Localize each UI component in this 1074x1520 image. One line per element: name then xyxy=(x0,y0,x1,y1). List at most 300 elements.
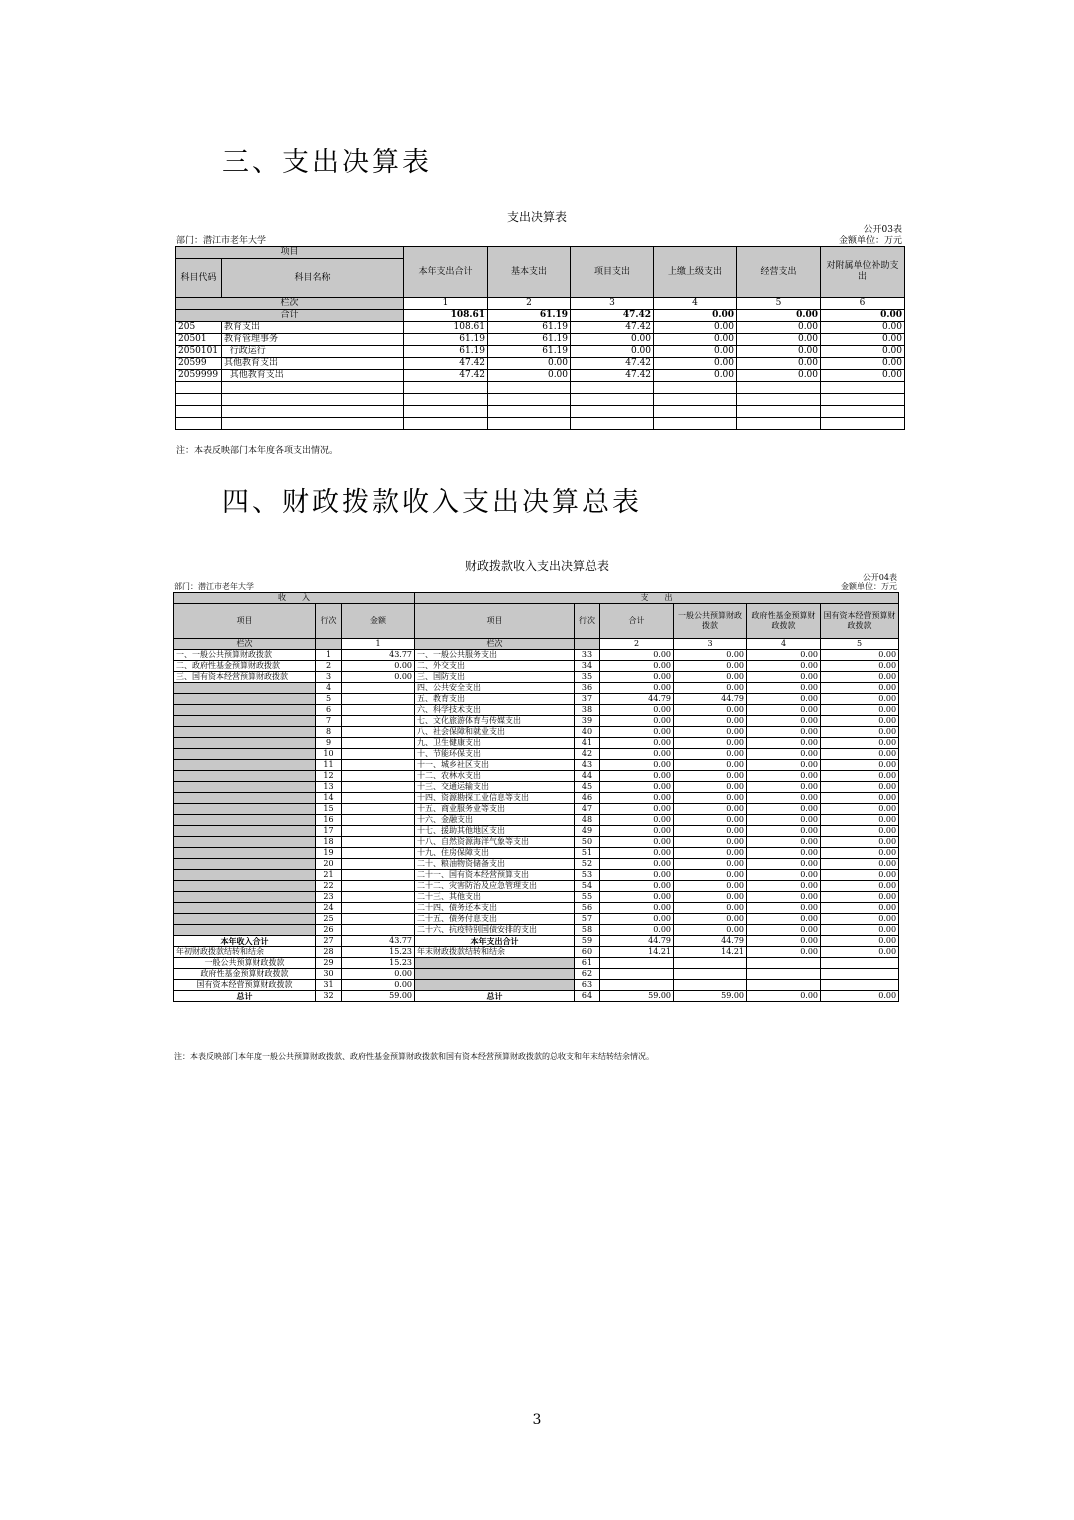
table-row xyxy=(176,322,905,334)
expense-value: 0.00 xyxy=(747,705,821,716)
subject-name: 其他教育支出 xyxy=(222,370,404,382)
expense-value: 0.00 xyxy=(674,881,747,892)
empty-cell xyxy=(415,958,575,969)
section-heading-4: 四、财政拨款收入支出决算总表 xyxy=(222,487,642,518)
income-rowno: 26 xyxy=(316,925,342,936)
income-item xyxy=(174,738,316,749)
expense-value: 0.00 xyxy=(821,925,899,936)
value-cell: 0.00 xyxy=(488,358,571,370)
income-item xyxy=(174,749,316,760)
expense-value: 0.00 xyxy=(674,782,747,793)
expense-value: 0.00 xyxy=(821,793,899,804)
income-amount xyxy=(342,925,415,936)
expense-rowno: 62 xyxy=(575,969,600,980)
expense-value: 0.00 xyxy=(674,815,747,826)
expense-value: 0.00 xyxy=(821,859,899,870)
expense-value: 0.00 xyxy=(747,815,821,826)
subject-code: 2059999 xyxy=(176,370,222,382)
income-item xyxy=(174,925,316,936)
empty-cell xyxy=(176,418,222,430)
expense-value: 0.00 xyxy=(821,947,899,958)
table-row xyxy=(174,815,899,826)
empty-cell xyxy=(600,969,674,980)
empty-cell xyxy=(654,418,737,430)
value-cell: 0.00 xyxy=(821,370,905,382)
table-title-3: 支出决算表 xyxy=(506,210,567,224)
expense-rowno: 37 xyxy=(575,694,600,705)
expense-value: 0.00 xyxy=(674,683,747,694)
header-code: 科目代码 xyxy=(176,259,222,298)
expense-value: 0.00 xyxy=(821,848,899,859)
expense-value: 0.00 xyxy=(600,903,674,914)
expense-value: 0.00 xyxy=(747,727,821,738)
expense-value: 0.00 xyxy=(747,771,821,782)
income-item xyxy=(174,771,316,782)
table-row xyxy=(176,358,905,370)
income-amount xyxy=(342,903,415,914)
lanci-label: 栏次 xyxy=(174,639,316,650)
expense-value: 0.00 xyxy=(747,837,821,848)
expense-rowno: 52 xyxy=(575,859,600,870)
empty-cell xyxy=(571,406,654,418)
expense-item: 十六、金融支出 xyxy=(415,815,575,826)
table-row xyxy=(174,705,899,716)
expense-value: 0.00 xyxy=(821,727,899,738)
expense-item: 十五、商业服务业等支出 xyxy=(415,804,575,815)
fiscal-summary-table xyxy=(173,592,899,1002)
expense-value: 0.00 xyxy=(674,837,747,848)
expense-rowno: 61 xyxy=(575,958,600,969)
expense-value: 0.00 xyxy=(821,683,899,694)
value-cell: 47.42 xyxy=(571,358,654,370)
expense-item: 十一、城乡社区支出 xyxy=(415,760,575,771)
header-amount: 金额 xyxy=(342,604,415,639)
col-number: 5 xyxy=(821,639,899,650)
expense-value: 0.00 xyxy=(674,859,747,870)
dept-label-4: 部门：潜江市老年大学 xyxy=(174,582,254,591)
expense-value: 0.00 xyxy=(747,661,821,672)
expense-value: 0.00 xyxy=(747,914,821,925)
expense-item: 十二、农林水支出 xyxy=(415,771,575,782)
expense-value: 0.00 xyxy=(747,892,821,903)
value-cell: 61.19 xyxy=(404,334,488,346)
income-rowno: 7 xyxy=(316,716,342,727)
empty-cell xyxy=(488,382,571,394)
expense-rowno: 48 xyxy=(575,815,600,826)
value-cell: 0.00 xyxy=(737,358,821,370)
income-amount xyxy=(342,793,415,804)
expense-rowno: 63 xyxy=(575,980,600,991)
expense-value: 0.00 xyxy=(600,870,674,881)
expense-rowno: 56 xyxy=(575,903,600,914)
income-item: 三、国有资本经营预算财政拨款 xyxy=(174,672,316,683)
header-item: 项目 xyxy=(174,604,316,639)
income-amount: 43.77 xyxy=(342,936,415,947)
empty-cell xyxy=(404,418,488,430)
expense-value: 0.00 xyxy=(821,914,899,925)
income-item xyxy=(174,760,316,771)
total-label: 合计 xyxy=(176,310,404,322)
income-rowno: 5 xyxy=(316,694,342,705)
income-item: 政府性基金预算财政拨款 xyxy=(174,969,316,980)
empty-cell xyxy=(747,969,821,980)
subject-code: 205 xyxy=(176,322,222,334)
grand-total-label: 总计 xyxy=(415,991,575,1002)
income-item xyxy=(174,804,316,815)
expense-item: 年末财政拨款结转和结余 xyxy=(415,947,575,958)
income-amount xyxy=(342,892,415,903)
income-amount: 0.00 xyxy=(342,969,415,980)
expense-value: 0.00 xyxy=(600,716,674,727)
income-amount: 0.00 xyxy=(342,661,415,672)
empty-cell xyxy=(488,406,571,418)
value-cell: 0.00 xyxy=(488,370,571,382)
expense-value: 0.00 xyxy=(821,870,899,881)
empty-cell xyxy=(316,639,342,650)
income-rowno: 22 xyxy=(316,881,342,892)
expense-value: 44.79 xyxy=(674,694,747,705)
expense-value: 0.00 xyxy=(674,661,747,672)
grand-total-row xyxy=(174,991,899,1002)
expense-value: 0.00 xyxy=(600,749,674,760)
expense-table xyxy=(175,246,905,430)
carryover-sub-row xyxy=(174,980,899,991)
table-row xyxy=(174,749,899,760)
income-rowno: 29 xyxy=(316,958,342,969)
expense-value: 0.00 xyxy=(747,760,821,771)
income-rowno: 15 xyxy=(316,804,342,815)
header-row xyxy=(174,604,899,639)
income-amount xyxy=(342,837,415,848)
expense-value: 0.00 xyxy=(821,837,899,848)
expense-value: 0.00 xyxy=(600,804,674,815)
expense-item: 二十六、抗疫特别国债安排的支出 xyxy=(415,925,575,936)
expense-value: 59.00 xyxy=(600,991,674,1002)
expense-value: 0.00 xyxy=(600,760,674,771)
expense-item: 二十二、灾害防治及应急管理支出 xyxy=(415,881,575,892)
income-item xyxy=(174,848,316,859)
table-row xyxy=(174,716,899,727)
expense-value: 44.79 xyxy=(600,694,674,705)
empty-cell xyxy=(747,958,821,969)
income-amount xyxy=(342,815,415,826)
expense-item: 十、节能环保支出 xyxy=(415,749,575,760)
empty-cell xyxy=(222,382,404,394)
table-row xyxy=(174,870,899,881)
col-number: 2 xyxy=(600,639,674,650)
income-rowno: 17 xyxy=(316,826,342,837)
expense-value: 0.00 xyxy=(674,870,747,881)
expense-value: 0.00 xyxy=(674,650,747,661)
income-amount xyxy=(342,771,415,782)
expense-rowno: 54 xyxy=(575,881,600,892)
table-row xyxy=(174,793,899,804)
table-row xyxy=(174,859,899,870)
income-amount xyxy=(342,705,415,716)
subject-name: 行政运行 xyxy=(222,346,404,358)
value-cell: 61.19 xyxy=(488,322,571,334)
expense-value: 0.00 xyxy=(747,738,821,749)
col-number: 1 xyxy=(404,298,488,310)
expense-rowno: 43 xyxy=(575,760,600,771)
income-rowno: 8 xyxy=(316,727,342,738)
header-col: 上缴上级支出 xyxy=(654,247,737,298)
income-rowno: 13 xyxy=(316,782,342,793)
income-rowno: 18 xyxy=(316,837,342,848)
expense-item: 四、公共安全支出 xyxy=(415,683,575,694)
expense-item: 二十、粮油物资储备支出 xyxy=(415,859,575,870)
empty-cell xyxy=(821,958,899,969)
header-col: 项目支出 xyxy=(571,247,654,298)
expense-value: 0.00 xyxy=(821,881,899,892)
income-rowno: 32 xyxy=(316,991,342,1002)
empty-cell xyxy=(821,394,905,406)
expense-value: 0.00 xyxy=(821,716,899,727)
expense-value: 0.00 xyxy=(600,826,674,837)
expense-value: 0.00 xyxy=(747,848,821,859)
income-item: 国有资本经营预算财政拨款 xyxy=(174,980,316,991)
table-row xyxy=(174,804,899,815)
value-cell: 0.00 xyxy=(821,346,905,358)
header-total: 合计 xyxy=(600,604,674,639)
expense-value: 0.00 xyxy=(747,903,821,914)
empty-cell xyxy=(176,382,222,394)
header-row xyxy=(176,247,905,259)
empty-cell xyxy=(600,980,674,991)
expense-value: 0.00 xyxy=(600,771,674,782)
empty-cell xyxy=(821,969,899,980)
expense-value: 0.00 xyxy=(821,694,899,705)
expense-rowno: 55 xyxy=(575,892,600,903)
expense-value: 0.00 xyxy=(747,683,821,694)
table-row xyxy=(176,370,905,382)
empty-cell xyxy=(488,394,571,406)
expense-value: 0.00 xyxy=(674,826,747,837)
income-item xyxy=(174,914,316,925)
value-cell: 61.19 xyxy=(488,346,571,358)
expense-value: 0.00 xyxy=(747,650,821,661)
col-number: 6 xyxy=(821,298,905,310)
header-gov-fund: 政府性基金预算财政拨款 xyxy=(747,604,821,639)
total-value: 108.61 xyxy=(404,310,488,322)
col-number: 4 xyxy=(747,639,821,650)
expense-item: 二十三、其他支出 xyxy=(415,892,575,903)
expense-rowno: 50 xyxy=(575,837,600,848)
grand-total-label: 总计 xyxy=(174,991,316,1002)
expense-value: 44.79 xyxy=(600,936,674,947)
empty-cell xyxy=(575,639,600,650)
expense-total-label: 本年支出合计 xyxy=(415,936,575,947)
expense-item: 十七、援助其他地区支出 xyxy=(415,826,575,837)
expense-value: 0.00 xyxy=(821,903,899,914)
income-rowno: 4 xyxy=(316,683,342,694)
empty-cell xyxy=(176,406,222,418)
value-cell: 47.42 xyxy=(404,370,488,382)
expense-value: 0.00 xyxy=(674,793,747,804)
header-col: 对附属单位补助支出 xyxy=(821,247,905,298)
income-amount xyxy=(342,738,415,749)
expense-value: 0.00 xyxy=(600,738,674,749)
income-rowno: 12 xyxy=(316,771,342,782)
income-rowno: 27 xyxy=(316,936,342,947)
col-number: 4 xyxy=(654,298,737,310)
income-item: 二、政府性基金预算财政拨款 xyxy=(174,661,316,672)
expense-value: 0.00 xyxy=(600,837,674,848)
expense-rowno: 49 xyxy=(575,826,600,837)
table-row xyxy=(174,892,899,903)
table-row xyxy=(174,771,899,782)
expense-value: 0.00 xyxy=(600,672,674,683)
empty-cell xyxy=(222,418,404,430)
empty-cell xyxy=(404,406,488,418)
header-item: 项目 xyxy=(415,604,575,639)
income-rowno: 19 xyxy=(316,848,342,859)
table-row xyxy=(174,727,899,738)
table-title-4: 财政拨款收入支出决算总表 xyxy=(464,559,609,573)
expense-value: 0.00 xyxy=(674,804,747,815)
income-rowno: 16 xyxy=(316,815,342,826)
income-item xyxy=(174,727,316,738)
expense-value: 0.00 xyxy=(821,804,899,815)
expense-item: 十九、住房保障支出 xyxy=(415,848,575,859)
table-row xyxy=(174,903,899,914)
table-row xyxy=(174,914,899,925)
expense-value: 0.00 xyxy=(674,749,747,760)
empty-cell xyxy=(222,406,404,418)
col-number: 1 xyxy=(342,639,415,650)
expense-value: 0.00 xyxy=(821,705,899,716)
table-row xyxy=(176,334,905,346)
income-item xyxy=(174,694,316,705)
expense-item: 六、科学技术支出 xyxy=(415,705,575,716)
table-row xyxy=(176,346,905,358)
table-row xyxy=(174,650,899,661)
expense-value: 0.00 xyxy=(821,936,899,947)
expense-value: 0.00 xyxy=(674,760,747,771)
expense-value: 0.00 xyxy=(600,793,674,804)
expense-value: 0.00 xyxy=(600,705,674,716)
expense-value: 0.00 xyxy=(747,782,821,793)
expense-value: 0.00 xyxy=(674,903,747,914)
empty-row xyxy=(176,406,905,418)
expense-value: 0.00 xyxy=(747,826,821,837)
expense-value: 0.00 xyxy=(674,716,747,727)
expense-value: 0.00 xyxy=(600,727,674,738)
expense-value: 0.00 xyxy=(600,914,674,925)
expense-value: 0.00 xyxy=(600,892,674,903)
col-number: 2 xyxy=(488,298,571,310)
income-amount xyxy=(342,727,415,738)
empty-cell xyxy=(737,382,821,394)
income-amount xyxy=(342,683,415,694)
income-amount xyxy=(342,881,415,892)
empty-cell xyxy=(488,418,571,430)
income-rowno: 9 xyxy=(316,738,342,749)
income-rowno: 6 xyxy=(316,705,342,716)
empty-cell xyxy=(222,394,404,406)
table-row xyxy=(174,760,899,771)
expense-value: 0.00 xyxy=(747,793,821,804)
value-cell: 0.00 xyxy=(737,346,821,358)
expense-rowno: 57 xyxy=(575,914,600,925)
expense-item: 一、一般公共服务支出 xyxy=(415,650,575,661)
table-row xyxy=(174,848,899,859)
expense-rowno: 34 xyxy=(575,661,600,672)
table-row xyxy=(174,661,899,672)
empty-cell xyxy=(415,969,575,980)
expense-value: 0.00 xyxy=(600,782,674,793)
page-number: 3 xyxy=(532,1412,542,1428)
carryover-sub-row xyxy=(174,969,899,980)
header-col: 经营支出 xyxy=(737,247,821,298)
dept-label-3: 部门：潜江市老年大学 xyxy=(176,236,267,246)
income-item xyxy=(174,683,316,694)
expense-item: 九、卫生健康支出 xyxy=(415,738,575,749)
subtotal-row xyxy=(174,936,899,947)
value-cell: 0.00 xyxy=(654,358,737,370)
value-cell: 0.00 xyxy=(737,370,821,382)
income-item xyxy=(174,903,316,914)
income-rowno: 11 xyxy=(316,760,342,771)
subject-code: 20501 xyxy=(176,334,222,346)
income-amount xyxy=(342,859,415,870)
expense-value: 0.00 xyxy=(821,782,899,793)
expense-item: 二十四、债务还本支出 xyxy=(415,903,575,914)
expense-value: 0.00 xyxy=(674,705,747,716)
value-cell: 0.00 xyxy=(821,358,905,370)
expense-value: 0.00 xyxy=(674,892,747,903)
section-heading-3: 三、支出决算表 xyxy=(222,147,432,178)
empty-cell xyxy=(404,382,488,394)
income-rowno: 14 xyxy=(316,793,342,804)
value-cell: 61.19 xyxy=(404,346,488,358)
carryover-sub-row xyxy=(174,958,899,969)
expense-rowno: 60 xyxy=(575,947,600,958)
header-col: 基本支出 xyxy=(488,247,571,298)
expense-item: 二十一、国有资本经营预算支出 xyxy=(415,870,575,881)
table-row xyxy=(174,837,899,848)
table-note-4: 注：本表反映部门本年度一般公共预算财政拨款、政府性基金预算财政拨款和国有资本经营预算财政拨款的总收支和年末结转结余情况。 xyxy=(174,1052,654,1061)
expense-value: 0.00 xyxy=(821,661,899,672)
income-rowno: 20 xyxy=(316,859,342,870)
header-col: 本年支出合计 xyxy=(404,247,488,298)
expense-rowno: 42 xyxy=(575,749,600,760)
income-rowno: 2 xyxy=(316,661,342,672)
empty-cell xyxy=(674,958,747,969)
income-rowno: 23 xyxy=(316,892,342,903)
expense-value: 0.00 xyxy=(821,760,899,771)
expense-value: 0.00 xyxy=(674,738,747,749)
empty-cell xyxy=(737,406,821,418)
subject-code: 2050101 xyxy=(176,346,222,358)
expense-value: 0.00 xyxy=(821,815,899,826)
income-item: 一般公共预算财政拨款 xyxy=(174,958,316,969)
empty-cell xyxy=(821,382,905,394)
expense-item: 三、国防支出 xyxy=(415,672,575,683)
income-item xyxy=(174,881,316,892)
income-item: 一、一般公共预算财政拨款 xyxy=(174,650,316,661)
expense-value: 0.00 xyxy=(747,694,821,705)
table-row xyxy=(174,683,899,694)
expense-value: 0.00 xyxy=(821,826,899,837)
expense-item: 十四、资源勘探工业信息等支出 xyxy=(415,793,575,804)
expense-rowno: 38 xyxy=(575,705,600,716)
income-item xyxy=(174,826,316,837)
income-amount: 43.77 xyxy=(342,650,415,661)
empty-cell xyxy=(737,394,821,406)
header-income: 收 入 xyxy=(174,593,415,604)
expense-value: 0.00 xyxy=(821,672,899,683)
